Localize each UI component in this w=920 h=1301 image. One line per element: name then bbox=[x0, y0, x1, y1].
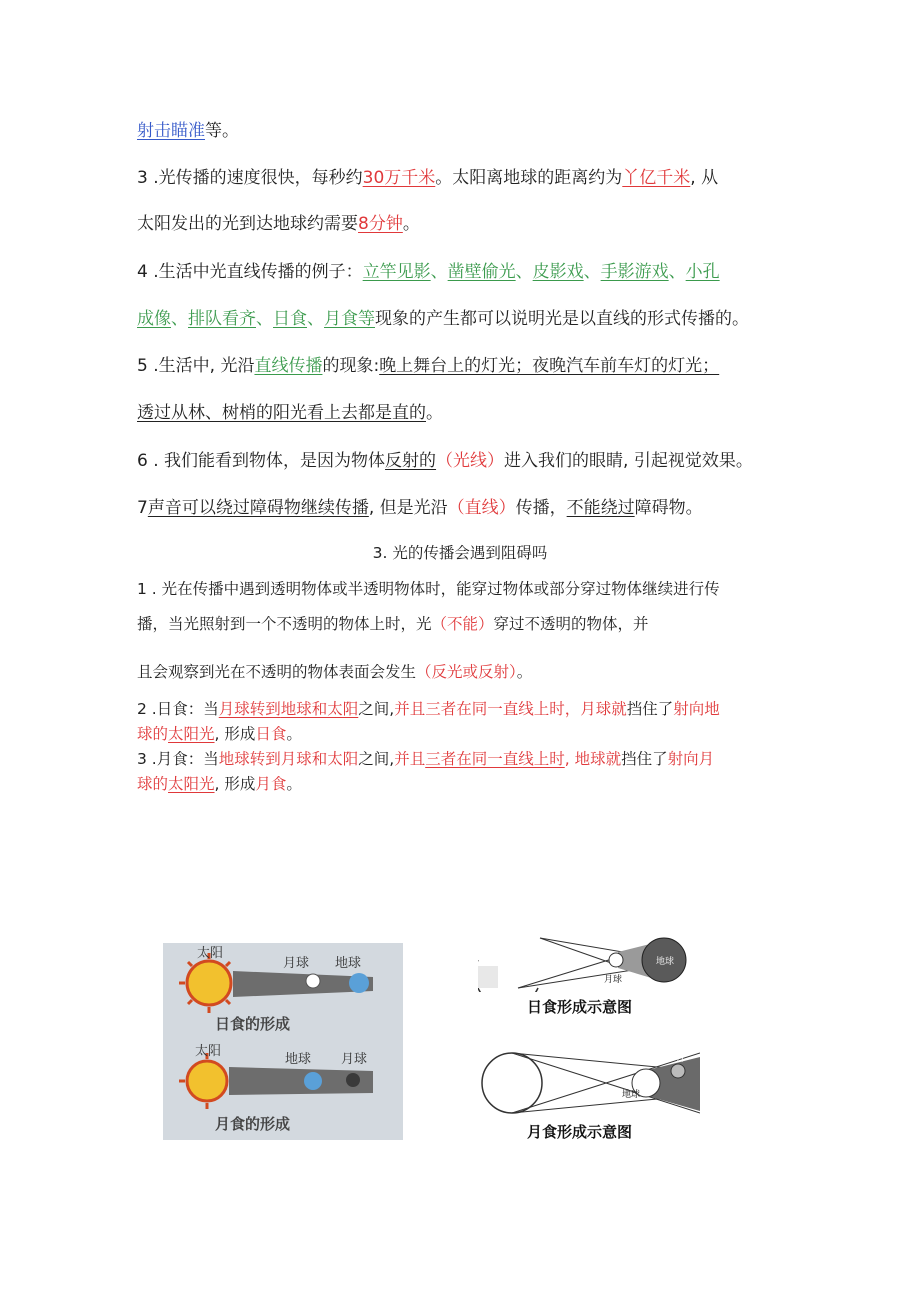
sep: 、 bbox=[583, 262, 601, 282]
answer: 球的 bbox=[137, 775, 169, 793]
lunar-earth-icon bbox=[304, 1072, 322, 1090]
sep: 、 bbox=[256, 309, 273, 329]
lunar-diagram-caption: 月食形成示意图 bbox=[527, 1123, 633, 1141]
answer: （不能） bbox=[431, 615, 494, 633]
text: .日食：当 bbox=[146, 700, 219, 718]
moon-label: 月 bbox=[676, 1054, 686, 1064]
answer: 皮影戏 bbox=[532, 262, 584, 282]
solar-moon-label: 月球 bbox=[283, 956, 310, 971]
lunar-moon-label: 月球 bbox=[341, 1052, 368, 1067]
solar-sun-label: 太阳 bbox=[197, 946, 224, 961]
lunar-eclipse-diagram bbox=[478, 1047, 700, 1117]
text: .生活中, 光沿 bbox=[147, 356, 255, 376]
text: 现象的产生都可以说明光是以直线的形式传播的。 bbox=[375, 309, 749, 329]
text: 太阳发出的光到达地球约需要 bbox=[137, 214, 358, 234]
solar-earth-icon bbox=[349, 973, 369, 993]
moon-label: 月球 bbox=[604, 975, 623, 985]
answer: 月食等 bbox=[324, 309, 375, 329]
text: 且会观察到光在不透明的物体表面会发生 bbox=[137, 663, 417, 681]
sep: 、 bbox=[307, 309, 324, 329]
text: 之间, bbox=[358, 700, 395, 718]
item-1-opaque bbox=[137, 578, 720, 600]
text: 之间, bbox=[358, 750, 395, 768]
text: . 我们能看到物体，是因为物体 bbox=[147, 451, 386, 471]
keyword: 射击瞄准 bbox=[137, 121, 205, 141]
solar-eclipse-diagram bbox=[478, 930, 690, 992]
answer: 日食 bbox=[273, 309, 307, 329]
text: 播，当光照射到一个不透明的物体上时，光 bbox=[137, 615, 432, 633]
item-2-cont bbox=[137, 723, 302, 745]
item-4-examples bbox=[137, 261, 720, 283]
moon-circle bbox=[609, 953, 623, 967]
answer: 立竿见影 bbox=[362, 262, 431, 282]
answer: 晚上舞台上的灯光；夜晚汽车前车灯的灯光； bbox=[379, 356, 720, 376]
item-number: 1 bbox=[137, 580, 147, 598]
answer: 凿壁偷光 bbox=[447, 262, 516, 282]
solar-earth-label: 地球 bbox=[335, 956, 362, 971]
answer: 声音可以绕过障碍物继续传播 bbox=[147, 498, 369, 518]
solar-diagram-caption: 日食形成示意图 bbox=[527, 998, 633, 1016]
answer: （直线） bbox=[447, 498, 516, 518]
text: , 但是光沿 bbox=[368, 498, 448, 518]
answer: 手影游戏 bbox=[600, 262, 669, 282]
sep: 、 bbox=[668, 262, 686, 282]
answer: 射向月 bbox=[667, 750, 715, 768]
answer: 射向地 bbox=[673, 700, 720, 718]
text: 。 bbox=[286, 775, 302, 793]
earth-label: 地球 bbox=[656, 957, 675, 967]
text: 传播， bbox=[515, 498, 567, 518]
item-1-cont2 bbox=[137, 661, 532, 683]
text: 。 bbox=[402, 214, 420, 234]
item-5-phenomena bbox=[137, 355, 719, 377]
text: 穿过不透明的物体，并 bbox=[493, 615, 649, 633]
sep: 、 bbox=[430, 262, 448, 282]
text: 等。 bbox=[205, 121, 239, 141]
text: 。 bbox=[426, 403, 443, 423]
item-number: 4 bbox=[137, 262, 148, 282]
answer: 太阳光 bbox=[168, 725, 215, 743]
section-heading: 3. 光的传播会遇到阻碍吗 bbox=[372, 544, 548, 562]
answer: 透过从林、树梢的阳光看上去都是直的 bbox=[137, 403, 426, 423]
moon-circle bbox=[671, 1064, 685, 1078]
item-2-solar bbox=[137, 698, 720, 720]
eclipse-photo-figure bbox=[163, 943, 403, 1140]
solar-title: 日食的形成 bbox=[215, 1015, 291, 1033]
text: .生活中光直线传播的例子： bbox=[147, 262, 363, 282]
answer: 丫亿千米 bbox=[622, 168, 691, 188]
sep: 、 bbox=[515, 262, 533, 282]
text: .光传播的速度很快，每秒约 bbox=[147, 168, 363, 188]
sep: 、 bbox=[171, 309, 188, 329]
text: , 形成 bbox=[214, 775, 256, 793]
answer: 太阳光 bbox=[168, 775, 215, 793]
item-3-cont bbox=[137, 213, 420, 235]
text: , 形成 bbox=[214, 725, 256, 743]
answer: 8分钟 bbox=[358, 214, 403, 234]
answer: 反射的 bbox=[385, 451, 437, 471]
answer: 地球和太阳 bbox=[280, 700, 359, 718]
earth-label: 地球 bbox=[622, 1090, 641, 1100]
item-number: 2 bbox=[137, 700, 147, 718]
item-number: 5 bbox=[137, 356, 148, 376]
item-4-cont bbox=[137, 308, 749, 330]
item-3-cont bbox=[137, 773, 302, 795]
answer: （反光或反射） bbox=[416, 663, 517, 681]
item-3-lunar bbox=[137, 748, 714, 770]
answer: , 地球就 bbox=[564, 750, 622, 768]
item-1-cont bbox=[137, 613, 649, 635]
answer: 不能绕过 bbox=[566, 498, 635, 518]
item-6-seeing bbox=[137, 450, 753, 472]
text: 挡住了 bbox=[621, 750, 668, 768]
answer: 成像 bbox=[137, 309, 171, 329]
text: , 从 bbox=[690, 168, 719, 188]
item-number: 3 bbox=[137, 168, 148, 188]
text: 挡住了 bbox=[626, 700, 674, 718]
item-number: 3 bbox=[137, 750, 147, 768]
text: .月食：当 bbox=[146, 750, 219, 768]
item-7-sound bbox=[137, 497, 703, 519]
answer: （光线） bbox=[436, 451, 505, 471]
item-number: 7 bbox=[137, 498, 148, 518]
text: 。太阳离地球的距离约为 bbox=[435, 168, 623, 188]
answer: 月食 bbox=[255, 775, 287, 793]
answer: 30万千米 bbox=[362, 168, 436, 188]
lunar-title: 月食的形成 bbox=[215, 1115, 291, 1133]
text: . 光在传播中遇到透明物体或半透明物体时，能穿过物体或部分穿过物体继续进行传 bbox=[146, 580, 720, 598]
solar-moon-icon bbox=[306, 974, 320, 988]
answer: 排队看齐 bbox=[188, 309, 256, 329]
answer: 日食 bbox=[255, 725, 287, 743]
item-number: 6 bbox=[137, 451, 148, 471]
item-3-speed bbox=[137, 167, 718, 189]
solar-sun-icon bbox=[179, 953, 239, 1013]
answer: 球的 bbox=[137, 725, 169, 743]
text: 障碍物。 bbox=[634, 498, 703, 518]
answer: 并且 bbox=[394, 750, 426, 768]
sun-circle bbox=[482, 1053, 542, 1113]
text: 进入我们的眼睛, 引起视觉效果。 bbox=[504, 451, 753, 471]
lunar-sun-label: 太阳 bbox=[195, 1044, 222, 1059]
answer: 并且三者在同一直线上时，月球就 bbox=[394, 700, 627, 718]
eclipse-photo-svg bbox=[163, 943, 403, 1140]
item-5-cont bbox=[137, 402, 443, 424]
answer: 直线传播 bbox=[254, 356, 323, 376]
answer: 月球转到 bbox=[218, 700, 281, 718]
lunar-moon-icon bbox=[346, 1073, 360, 1087]
lunar-earth-label: 地球 bbox=[285, 1052, 312, 1067]
answer: 地球转到月球和太阳 bbox=[218, 750, 359, 768]
text-line-0 bbox=[137, 120, 239, 142]
text: 。 bbox=[286, 725, 302, 743]
answer: 小孔 bbox=[685, 262, 720, 282]
answer: 三者在同一直线上时 bbox=[425, 750, 565, 768]
text: 的现象: bbox=[322, 356, 380, 376]
text: 。 bbox=[516, 663, 533, 681]
